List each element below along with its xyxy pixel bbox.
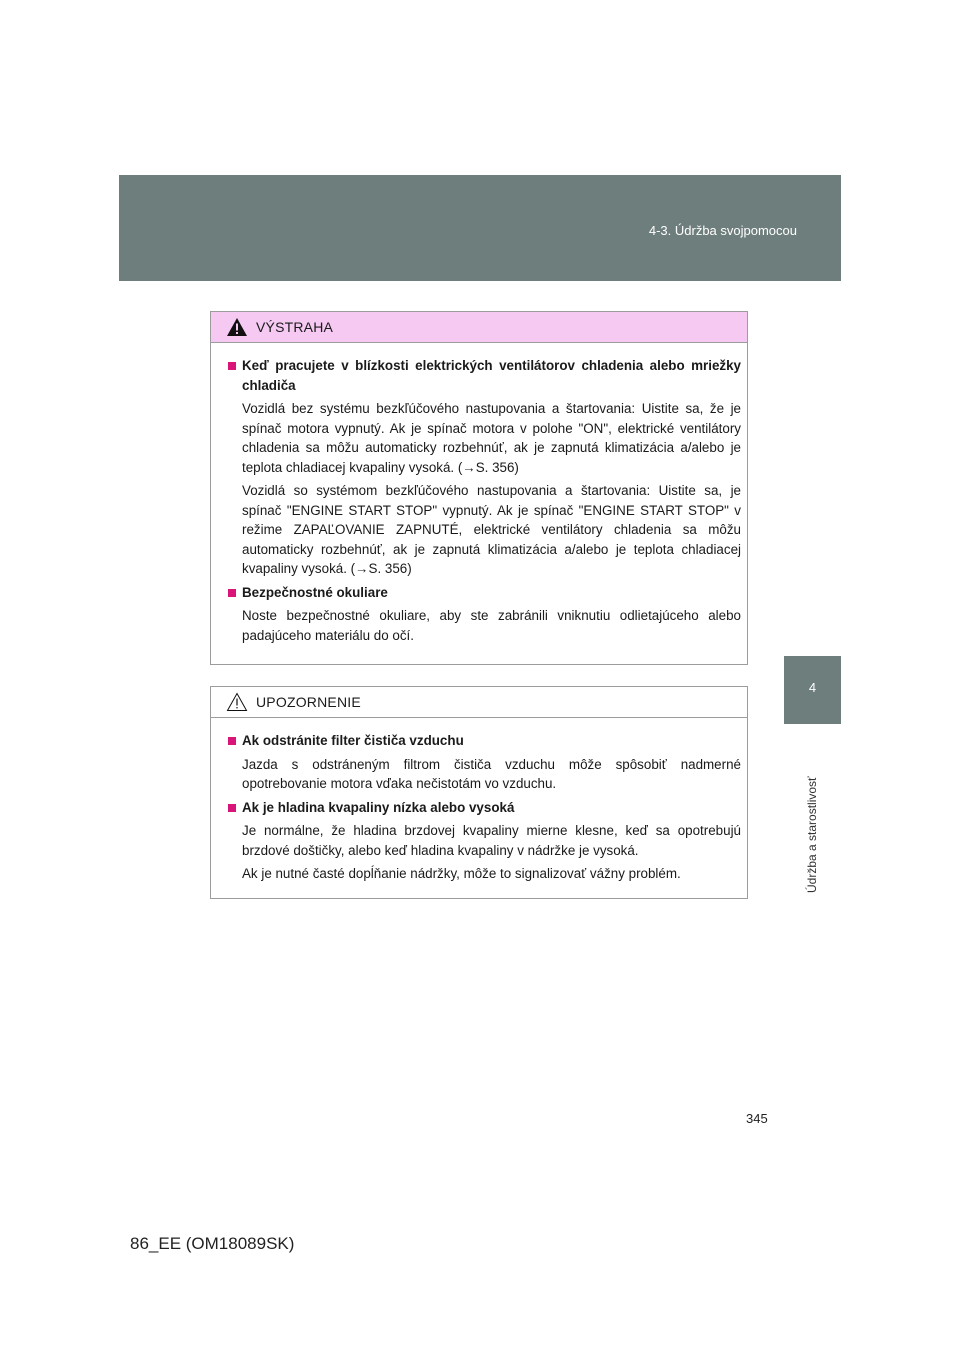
caution-triangle-outline-icon <box>226 692 248 712</box>
warning-triangle-icon <box>226 317 248 337</box>
notice-body <box>211 718 747 884</box>
square-bullet-icon <box>228 737 236 745</box>
square-bullet-icon <box>228 804 236 812</box>
document-code: 86_EE (OM18089SK) <box>130 1234 295 1253</box>
page-number: 345 <box>746 1111 768 1126</box>
notice-title: UPOZORNENIE <box>256 694 361 710</box>
notice-header <box>211 687 747 718</box>
warning-paragraph: Noste bezpečnostné okuliare, aby ste zabránili vniknutiu odlietajúceho alebo padajúceho materiálu do očí. <box>242 608 741 643</box>
square-bullet-icon <box>228 589 236 597</box>
warning-header <box>211 312 747 343</box>
chapter-number: 4 <box>808 680 817 695</box>
warning-item-heading: Keď pracujete v blízkosti elektrických ventilátorov chladenia alebo mriežky chladiča <box>228 356 741 395</box>
notice-paragraph: Jazda s odstráneným filtrom čističa vzduchu môže spôsobiť nadmerné opotrebovanie motora vďaka nečistotám vo vzduchu. <box>242 756 741 791</box>
warning-item-heading: Bezpečnostné okuliare <box>228 583 741 603</box>
chapter-label: Údržba a starostlivosť <box>805 776 819 893</box>
warning-body <box>211 343 747 645</box>
section-title: 4-3. Údržba svojpomocou <box>648 223 797 238</box>
chapter-tab <box>784 656 841 724</box>
warning-box <box>210 311 748 665</box>
notice-paragraph: Ak je nutné časté dopĺňanie nádržky, môže to signalizovať vážny problém. <box>242 866 681 881</box>
warning-title: VÝSTRAHA <box>256 319 334 335</box>
notice-item-heading: Ak odstránite filter čističa vzduchu <box>228 731 741 751</box>
chapter-label-wrap <box>800 733 824 893</box>
header-band <box>119 175 841 281</box>
square-bullet-icon <box>228 362 236 370</box>
notice-paragraph: Je normálne, že hladina brzdovej kvapaliny mierne klesne, keď sa opotrebujú brzdové doštičky, alebo keď hladina kvapaliny v nádržke je vysoká. <box>242 823 741 858</box>
warning-paragraph: Vozidlá bez systému bezkľúčového nastupovania a štartovania: Uistite sa, že je spínač motora vypnutý. Ak je spínač motora v polohe "ON", elektrické ventilátory chladenia sa môžu automaticky rozbehnúť, ak je zapnutá klimatizácia a/alebo je teplota chladiacej kvapaliny vysoká. (→S. 356) <box>242 401 741 475</box>
notice-item-heading: Ak je hladina kvapaliny nízka alebo vysoká <box>228 798 741 818</box>
notice-box <box>210 686 748 899</box>
warning-paragraph: Vozidlá so systémom bezkľúčového nastupovania a štartovania: Uistite sa, je spínač "ENGINE START STOP" vypnutý. Ak je spínač "ENGINE START STOP" v režime ZAPAĽOVANIE ZAPNUTÉ, elektrické ventilátory chladenia sa môžu automaticky rozbehnúť, ak je zapnutá klimatizácia a/alebo je teplota chladiacej kvapaliny vysoká. (→S. 356) <box>242 483 741 576</box>
